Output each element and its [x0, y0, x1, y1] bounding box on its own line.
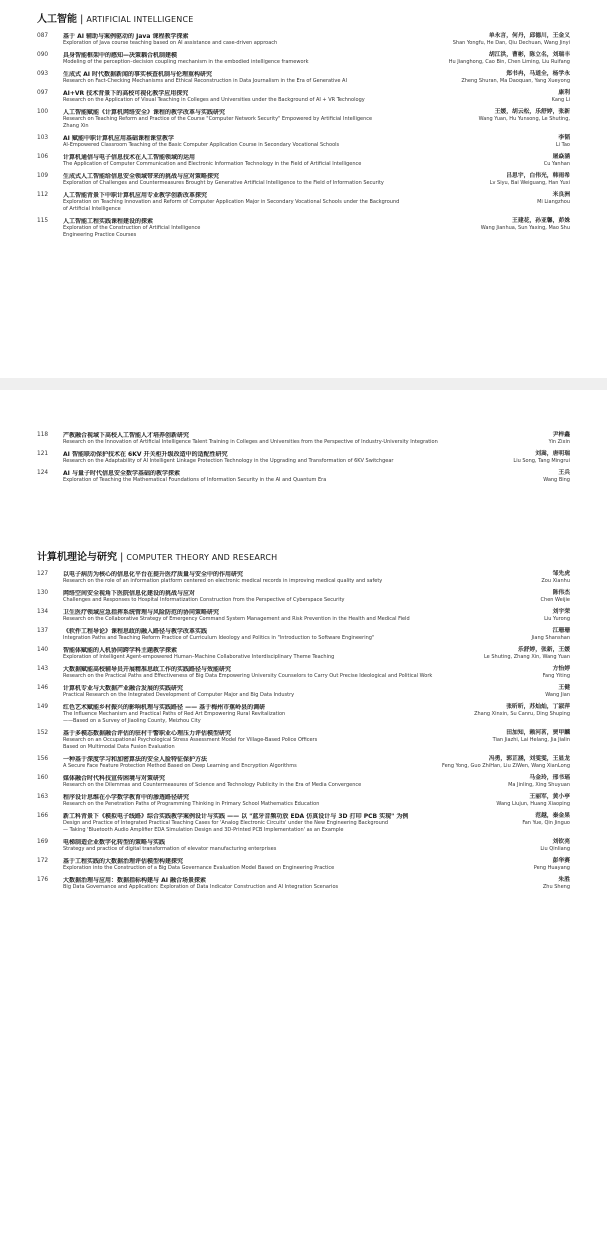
authors-zh: 康利: [558, 90, 570, 96]
title-zh: AI 与量子时代信息安全数学基础的教学探索: [63, 470, 180, 477]
title-zh: 人工智能背景下中职计算机应用专业教学创新改革探究: [63, 192, 208, 199]
authors-zh: 米良洲: [552, 192, 570, 198]
title-en: Strategy and practice of digital transformation of elevator manufacturing enterprises: [63, 846, 277, 852]
title-zh: 智能体赋能的人机协同跨学科主题教学探索: [63, 647, 178, 654]
title-en: AI-Empowered Classroom Teaching of the Basic Computer Application Course in Secondary Vocational Schools: [63, 142, 340, 148]
authors-zh: 胡江洪，曹彬，陈立名，刘瑞丰: [488, 52, 570, 58]
authors-en: Kang Li: [551, 97, 570, 103]
page-number: 149: [37, 704, 49, 710]
page-number: 163: [37, 794, 49, 800]
authors-en: Chen Weijie: [540, 597, 570, 603]
contents-page-2: [0, 390, 607, 1260]
title-en: Research on the Application of Visual Teaching in Colleges and Universities under the Background of AI + VR Technology: [63, 97, 365, 103]
page-number: 130: [37, 590, 49, 596]
toc-entry[interactable]: [37, 432, 570, 446]
title-en: Practical Research on the Integrated Development of Computer Major and Big Data Industry: [63, 692, 295, 698]
page-number: 090: [37, 52, 49, 58]
toc-entry[interactable]: [37, 756, 570, 770]
entry-body: [63, 90, 570, 104]
title-zh: 新工科背景下《模拟电子线路》综合实践教学案例设计与实践 —— 以 "蓝牙音频功放 EDA 仿真设计与 3D 打印 PCB 实现" 为例: [63, 813, 409, 820]
authors-zh: 乐舒婷，张新，王媛: [517, 647, 570, 653]
toc-entry[interactable]: [37, 470, 570, 484]
authors-zh: 马金玲，邢书瑶: [529, 775, 570, 781]
toc-entry[interactable]: [37, 90, 570, 104]
toc-entry[interactable]: [37, 192, 570, 213]
title-zh: 产教融合视域下高校人工智能人才培养创新研究: [63, 432, 190, 439]
authors-en: Cu Yanhan: [543, 161, 570, 167]
page-number: 124: [37, 470, 49, 476]
authors-zh: 范越，秦金果: [535, 813, 570, 819]
entry-body: [63, 839, 570, 853]
page-number: 100: [37, 109, 49, 115]
toc-entry[interactable]: [37, 775, 570, 789]
authors-en: Liu Yurong: [544, 616, 570, 622]
authors-zh: 屠焱涵: [552, 154, 570, 160]
title-en: Research on Teaching Reform and Practice of the Course "Computer Network Security" Empowered by Artificial Intelligence: [63, 116, 373, 122]
title-zh: 红色艺术赋能乡村振兴的影响机理与实践路径 —— 基于梅州市蕉岭县的调研: [63, 704, 266, 711]
authors-en: Wang Bing: [543, 477, 570, 483]
section-heading-computer: [37, 548, 277, 563]
title-en: The Influence Mechanism and Practical Paths of Red Art Empowering Rural Revitalization: [63, 711, 286, 717]
title-en: ——Based on a Survey of Jiaoling County, Meizhou City: [63, 718, 201, 724]
authors-en: Shan Yongfu, He Dan, Qiu Dechuan, Wang Jinyi: [452, 40, 570, 46]
entry-body: [63, 590, 570, 604]
page-number: 169: [37, 839, 49, 845]
title-en: of Artificial Intelligence: [63, 206, 121, 212]
title-en: Big Data Governance and Application: Exploration of Data Indicator Construction and AI Integration Scenarios: [63, 884, 339, 890]
title-zh: AI+VR 技术背景下的高校可视化教学应用探究: [63, 90, 189, 97]
authors-zh: 郑书冉，马道全，杨学永: [506, 71, 570, 77]
page-number: 137: [37, 628, 49, 634]
section-divider: |: [80, 14, 84, 25]
title-zh: 人工智能工程实践课程建设的探索: [63, 218, 154, 225]
toc-entry[interactable]: [37, 590, 570, 604]
entry-body: [63, 432, 570, 446]
authors-zh: 王健: [558, 685, 570, 691]
title-zh: 大数据赋能高校辅导员开展精准思政工作的实践路径与效能研究: [63, 666, 232, 673]
authors-en: Fang Yiting: [542, 673, 570, 679]
title-zh: 媒体融合时代科技宣传困境与对策研究: [63, 775, 166, 782]
title-zh: 网络空间安全视角下医院信息化建设的挑战与应对: [63, 590, 196, 597]
page-number: 087: [37, 33, 49, 39]
page-number: 109: [37, 173, 49, 179]
authors-zh: 王丽军，黄小亭: [529, 794, 570, 800]
toc-entry[interactable]: [37, 794, 570, 808]
title-en: A Secure Face Feature Protection Method Based on Deep Learning and Encryption Algorithms: [63, 763, 297, 769]
authors-zh: 尹梓鑫: [552, 432, 570, 438]
authors-en: Zhang Xinxin, Su Canru, Ding Shuping: [474, 711, 570, 717]
title-en: Research on the Collaborative Strategy of Emergency Command System Management and Risk Prevention in the Health and Medical Field: [63, 616, 410, 622]
title-zh: 基于多模态数据融合评估的驻村干警职业心理压力评估模型研究: [63, 730, 232, 737]
toc-entry[interactable]: [37, 33, 570, 47]
title-en: Modeling of the perception–decision coupling mechanism in the embodied intelligence framework: [63, 59, 309, 65]
authors-en: Jiang Shanshan: [531, 635, 570, 641]
authors-zh: 吕思宇，白伟光，韩雨希: [506, 173, 570, 179]
page-number: 112: [37, 192, 49, 198]
title-zh: 计算机专业与大数据产业融合发展的实践研究: [63, 685, 184, 692]
toc-entry[interactable]: [37, 52, 570, 66]
title-en: Exploration of Teaching the Mathematical Foundations of Information Security in the AI and Quantum Era: [63, 477, 327, 483]
authors-en: Wang Jian: [545, 692, 570, 698]
authors-en: Le Shuting, Zhang Xin, Wang Yuan: [483, 654, 570, 660]
authors-zh: 江珊珊: [552, 628, 570, 634]
authors-zh: 邹先虎: [552, 571, 570, 577]
authors-zh: 方怡婷: [552, 666, 570, 672]
toc-entry[interactable]: [37, 135, 570, 149]
entry-body: [63, 775, 570, 789]
title-en: Research on the Innovation of Artificial Intelligence Talent Training in Colleges and Universities from the Perspective of Industry-University Integration: [63, 439, 438, 445]
title-en: — Taking 'Bluetooth Audio Amplifier EDA Simulation Design and 3D-Printed PCB Implementation' as an Example: [63, 827, 344, 833]
authors-zh: 单永言，何丹，邱德川，王金义: [488, 33, 570, 39]
authors-zh: 冯勇，郭芷涵，刘雯雯，王显龙: [488, 756, 570, 762]
title-en: Research on an Occupational Psychological Stress Assessment Model for Village-Based Police Officers: [63, 737, 318, 743]
authors-en: Zou Xianhu: [541, 578, 570, 584]
title-zh: 人工智能赋能《计算机网络安全》课程的教学改革与实践研究: [63, 109, 226, 116]
toc-entry[interactable]: [37, 71, 570, 85]
authors-en: Liu Qinliang: [540, 846, 570, 852]
title-zh: 一种基于深度学习和加密算法的安全人脸特征保护方法: [63, 756, 208, 763]
page-number: 103: [37, 135, 49, 141]
authors-en: Peng Huayang: [533, 865, 570, 871]
section-title-zh: 计算机理论与研究: [37, 552, 117, 563]
title-zh: 卫生医疗领域应急指挥系统管理与风险防范的协同策略研究: [63, 609, 220, 616]
entry-list-ai-continued: [37, 432, 570, 489]
toc-entry[interactable]: [37, 451, 570, 465]
toc-entry[interactable]: [37, 609, 570, 623]
title-en: Zhang Xin: [63, 123, 89, 129]
authors-en: Feng Yong, Guo ZhiHan, Liu ZiWen, Wang XianLong: [441, 763, 570, 769]
title-zh: 生成式 AI 时代数据新闻的事实核查机制与伦理重构研究: [63, 71, 213, 78]
authors-en: Mi Liangzhou: [537, 199, 570, 205]
title-zh: 计算机通信与电子信息技术在人工智能领域的运用: [63, 154, 196, 161]
page-number: 176: [37, 877, 49, 883]
page-number: 121: [37, 451, 49, 457]
authors-zh: 王兵: [558, 470, 570, 476]
authors-en: Fan Yue, Qin Jinguo: [522, 820, 570, 826]
entry-body: [63, 858, 570, 872]
authors-en: Tian Jiazhi, Lai Helang, Jia Jialin: [492, 737, 570, 743]
toc-entry[interactable]: [37, 730, 570, 751]
entry-body: [63, 813, 570, 834]
page-number: 166: [37, 813, 49, 819]
title-zh: 《软件工程导论》课程思政的融入路径与教学改革实践: [63, 628, 208, 635]
entry-list-ai: [37, 33, 570, 244]
page-number: 118: [37, 432, 49, 438]
section-title-en: COMPUTER THEORY AND RESEARCH: [126, 553, 278, 562]
title-en: Design and Practice of Integrated Practical Teaching Cases for 'Analog Electronic Circuits' under the New Engineering Background: [63, 820, 389, 826]
title-zh: 基于工程实践的大数据治理评估模型构建探究: [63, 858, 184, 865]
toc-entry[interactable]: [37, 628, 570, 642]
toc-entry[interactable]: [37, 218, 570, 239]
authors-en: Wang Yuan, Hu Yunsong, Le Shuting,: [478, 116, 570, 122]
authors-en: Zhu Sheng: [542, 884, 570, 890]
contents-page-1: [0, 0, 607, 378]
toc-entry[interactable]: [37, 813, 570, 834]
title-en: Exploration on Teaching Innovation and Reform of Computer Application Major in Secondary Vocational Schools under the Background: [63, 199, 400, 205]
toc-entry[interactable]: [37, 173, 570, 187]
page-number: 152: [37, 730, 49, 736]
authors-zh: 刘钦亮: [552, 839, 570, 845]
entry-body: [63, 685, 570, 699]
entry-body: [63, 628, 570, 642]
title-zh: 具身智能框架中的感知—决策耦合机制建模: [63, 52, 178, 59]
page-number: 172: [37, 858, 49, 864]
page-number: 127: [37, 571, 49, 577]
authors-en: Wang Jianhua, Sun Yaxing, Mao Shu: [480, 225, 570, 231]
title-zh: 以电子病历为核心的信息化平台在提升医疗质量与安全中的作用研究: [63, 571, 244, 578]
authors-en: Yin Zixin: [548, 439, 570, 445]
entry-body: [63, 451, 570, 465]
page-number: 115: [37, 218, 49, 224]
entry-body: [63, 794, 570, 808]
authors-zh: 王媛，胡云松，乐舒婷，张新: [494, 109, 570, 115]
toc-entry[interactable]: [37, 685, 570, 699]
page-number: 106: [37, 154, 49, 160]
authors-zh: 王建花，孙亚馨，茆姝: [512, 218, 570, 224]
authors-zh: 朱胜: [558, 877, 570, 883]
title-en: Exploration of the Construction of Artificial Intelligence: [63, 225, 201, 231]
entry-body: [63, 877, 570, 891]
toc-entry[interactable]: [37, 647, 570, 661]
toc-entry[interactable]: [37, 858, 570, 872]
section-title-en: ARTIFICIAL INTELLIGENCE: [86, 15, 194, 24]
entry-list-computer: [37, 571, 570, 896]
section-title-zh: 人工智能: [37, 14, 77, 25]
authors-en: Lv Siyu, Bai Weiguang, Han Yuxi: [489, 180, 570, 186]
entry-body: [63, 609, 570, 623]
toc-entry[interactable]: [37, 109, 570, 130]
title-zh: 程序设计思维在小学数学教育中的渗透路径研究: [63, 794, 190, 801]
title-en: Research on the Practical Paths and Effectiveness of Big Data Empowering University Counselors to Carry Out Precise Ideological and Political Work: [63, 673, 433, 679]
title-en: Research on the Penetration Paths of Programming Thinking in Primary School Mathematics Education: [63, 801, 320, 807]
authors-zh: 刘宇荣: [552, 609, 570, 615]
authors-en: Liu Song, Tang Mingrui: [513, 458, 570, 464]
title-en: Exploration of Challenges and Countermeasures Brought by Generative Artificial Intelligence to the Field of Information Security: [63, 180, 384, 186]
title-zh: 生成式人工智能给信息安全领域带来的挑战与应对策略探究: [63, 173, 220, 180]
authors-zh: 李韬: [558, 135, 570, 141]
title-en: Engineering Practice Courses: [63, 232, 137, 238]
title-zh: 电梯制造企业数字化转型的策略与实践: [63, 839, 166, 846]
page-number: 093: [37, 71, 49, 77]
page-number: 140: [37, 647, 49, 653]
title-en: Exploration of Java course teaching based on AI assistance and case-driven approach: [63, 40, 278, 46]
entry-body: [63, 666, 570, 680]
entry-body: [63, 192, 570, 213]
title-en: Based on Multimodal Data Fusion Evaluation: [63, 744, 175, 750]
title-en: Integration Paths and Teaching Reform Practice of Curriculum Ideology and Politics in "Introduction to Software Engineering": [63, 635, 375, 641]
authors-en: Ma Jinling, Xing Shuyuan: [508, 782, 570, 788]
title-zh: AI 智能联动保护技术在 6KV 开关柜升级改造中的适配性研究: [63, 451, 228, 458]
title-en: Exploration into the Construction of a Big Data Governance Evaluation Model Based on Engineering Practice: [63, 865, 335, 871]
authors-en: Li Tao: [555, 142, 570, 148]
page-number: 097: [37, 90, 49, 96]
toc-entry[interactable]: [37, 666, 570, 680]
title-en: Research on the Adaptability of AI Intelligent Linkage Protection Technology in the Upgrading and Transformation of 6KV Switchgear: [63, 458, 394, 464]
page-number: 143: [37, 666, 49, 672]
title-zh: AI 赋能中职计算机应用基础课程课堂教学: [63, 135, 174, 142]
toc-entry[interactable]: [37, 571, 570, 585]
page-number: 134: [37, 609, 49, 615]
title-en: Exploration of Intelligent Agent-empowered Human–Machine Collaborative Interdisciplinary Theme Teaching: [63, 654, 335, 660]
title-en: The Application of Computer Communication and Electronic Information Technology in the Field of Artificial Intelligence: [63, 161, 362, 167]
entry-body: [63, 154, 570, 168]
entry-body: [63, 135, 570, 149]
page-number: 156: [37, 756, 49, 762]
entry-body: [63, 470, 570, 484]
title-en: Research on the Dilemmas and Countermeasures of Science and Technology Publicity in the Era of Media Convergence: [63, 782, 362, 788]
authors-zh: 田加知，赖河茗，贾甲麟: [506, 730, 570, 736]
toc-entry[interactable]: [37, 877, 570, 891]
authors-zh: 陈伟杰: [552, 590, 570, 596]
title-en: Challenges and Responses to Hospital Informatization Construction from the Perspective of Cyberspace Security: [63, 597, 345, 603]
page-number: 146: [37, 685, 49, 691]
authors-zh: 张昕昕，苏灿灿，丁淑萍: [506, 704, 570, 710]
authors-zh: 彭华赛: [552, 858, 570, 864]
toc-entry[interactable]: [37, 839, 570, 853]
title-en: Research on Fact-Checking Mechanisms and Ethical Reconstruction in Data Journalism in the Era of Generative AI: [63, 78, 347, 84]
section-divider: |: [120, 552, 124, 563]
toc-entry[interactable]: [37, 154, 570, 168]
authors-en: Zheng Shuran, Ma Daoquan, Yang Xueyong: [461, 78, 570, 84]
section-heading-ai: [37, 10, 194, 25]
entry-body: [63, 571, 570, 585]
title-zh: 大数据治理与应用：数据指标构建与 AI 融合场景探索: [63, 877, 207, 884]
title-en: Research on the role of an information platform centered on electronic medical records in improving medical quality and safety: [63, 578, 383, 584]
page-number: 160: [37, 775, 49, 781]
title-zh: 基于 AI 辅助与案例驱动的 Java 课程教学探索: [63, 33, 189, 40]
authors-zh: 刘嵩，唐明瑞: [535, 451, 570, 457]
authors-en: Wang Liujun, Huang Xiaoping: [496, 801, 570, 807]
toc-entry[interactable]: [37, 704, 570, 725]
authors-en: Hu Jianghong, Cao Bin, Chen Liming, Liu Ruifang: [448, 59, 570, 65]
